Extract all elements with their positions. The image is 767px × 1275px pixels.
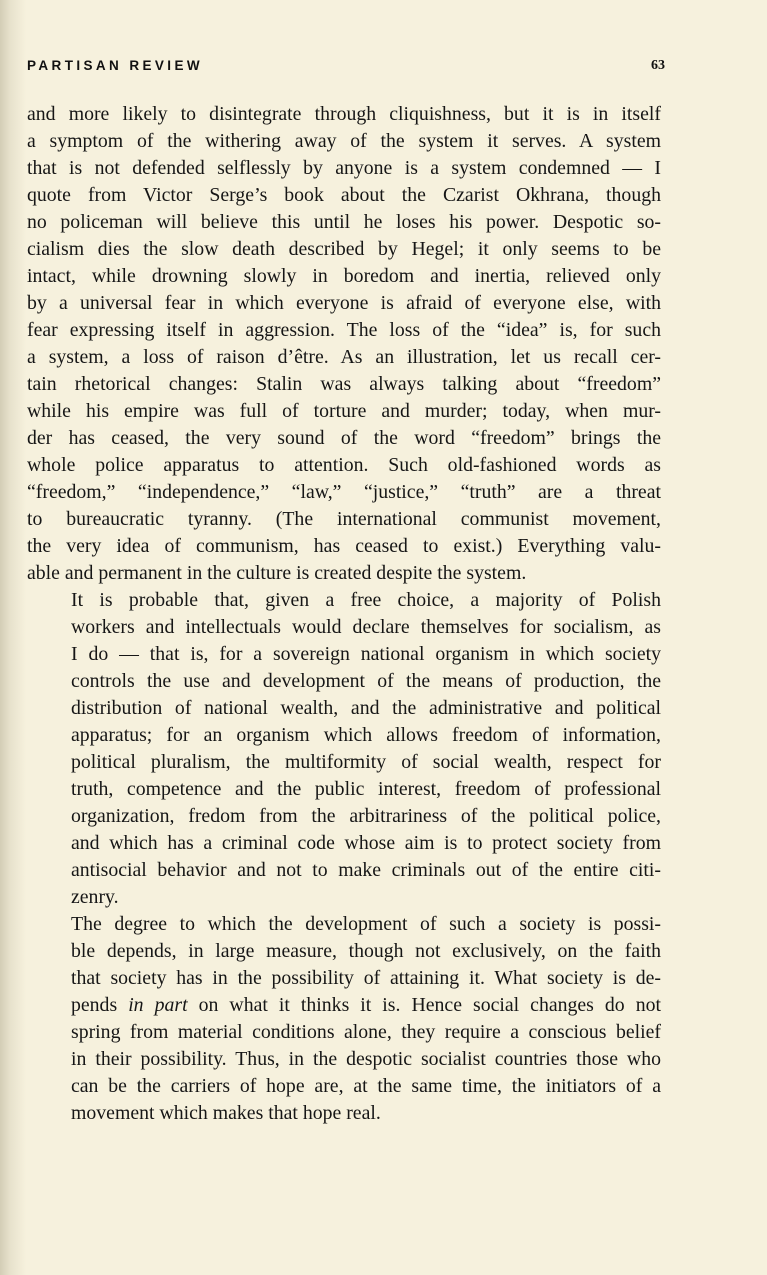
page-number: 63	[651, 58, 665, 73]
text-line: to bureaucratic tyranny. (The international communist movement,	[27, 508, 661, 530]
text-line: organization, fredom from the arbitrariness of the political police,	[71, 805, 661, 827]
text-line: while his empire was full of torture and murder; today, when mur-	[27, 400, 661, 422]
paragraph-2	[27, 587, 661, 911]
text-line: whole police apparatus to attention. Such old-fashioned words as	[27, 454, 661, 476]
text-line: der has ceased, the very sound of the word “freedom” brings the	[27, 427, 661, 449]
text-line: and which has a criminal code whose aim is to protect society from	[71, 832, 661, 854]
paragraph-3	[27, 911, 661, 1127]
text-line: intact, while drowning slowly in boredom and inertia, relieved only	[27, 265, 661, 287]
text-line: workers and intellectuals would declare themselves for socialism, as	[71, 616, 661, 638]
text-line: truth, competence and the public interest, freedom of professional	[71, 778, 661, 800]
text-line: fear expressing itself in aggression. The loss of the “idea” is, for such	[27, 319, 661, 341]
text-line: antisocial behavior and not to make criminals out of the entire citi-	[71, 859, 661, 881]
text-line: can be the carriers of hope are, at the same time, the initiators of a	[71, 1075, 661, 1097]
text-line: and more likely to disintegrate through cliquishness, but it is in itself	[27, 103, 661, 125]
text-line: able and permanent in the culture is created despite the system.	[27, 562, 527, 584]
text-line: zenry.	[71, 886, 119, 908]
running-head	[27, 58, 665, 80]
text-line: ble depends, in large measure, though not exclusively, on the faith	[71, 940, 661, 962]
text-line-with-italic	[27, 992, 661, 1019]
text-line: political pluralism, the multiformity of social wealth, respect for	[71, 751, 661, 773]
text-line: controls the use and development of the means of production, the	[71, 670, 661, 692]
text-line: distribution of national wealth, and the administrative and political	[71, 697, 661, 719]
text-line: that is not defended selflessly by anyone is a system condemned — I	[27, 157, 661, 179]
text-line: that society has in the possibility of attaining it. What society is de-	[71, 967, 661, 989]
text-segment: pends	[71, 994, 129, 1016]
paragraph-1	[27, 101, 661, 587]
text-line: tain rhetorical changes: Stalin was always talking about “freedom”	[27, 373, 661, 395]
text-line: cialism dies the slow death described by Hegel; it only seems to be	[27, 238, 661, 260]
body-text	[27, 101, 661, 1127]
text-line: by a universal fear in which everyone is afraid of everyone else, with	[27, 292, 661, 314]
journal-title: PARTISAN REVIEW	[27, 58, 204, 73]
text-segment: on what it thinks it is. Hence social changes do not	[187, 994, 661, 1016]
text-line: movement which makes that hope real.	[71, 1102, 381, 1124]
text-line: quote from Victor Serge’s book about the Czarist Okhrana, though	[27, 184, 661, 206]
text-line: the very idea of communism, has ceased to exist.) Everything valu-	[27, 535, 661, 557]
text-line: in their possibility. Thus, in the despotic socialist countries those who	[71, 1048, 661, 1070]
text-line: It is probable that, given a free choice, a majority of Polish	[71, 589, 661, 611]
text-line: I do — that is, for a sovereign national organism in which society	[71, 643, 661, 665]
text-line: no policeman will believe this until he loses his power. Despotic so-	[27, 211, 661, 233]
text-line: The degree to which the development of such a society is possi-	[71, 913, 661, 935]
text-line: apparatus; for an organism which allows freedom of information,	[71, 724, 661, 746]
italic-phrase: in part	[128, 994, 188, 1016]
text-line: spring from material conditions alone, they require a conscious belief	[71, 1021, 661, 1043]
text-line: a system, a loss of raison d’être. As an illustration, let us recall cer-	[27, 346, 661, 368]
text-line: “freedom,” “independence,” “law,” “justice,” “truth” are a threat	[27, 481, 661, 503]
text-line: a symptom of the withering away of the system it serves. A system	[27, 130, 661, 152]
